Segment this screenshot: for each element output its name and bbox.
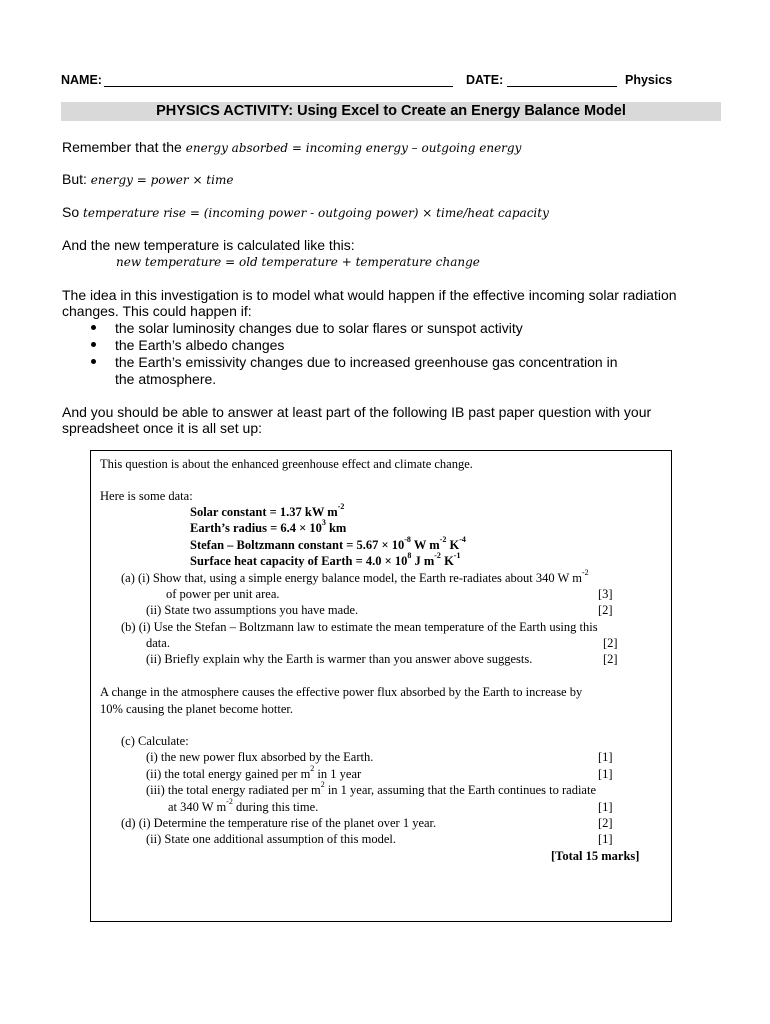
new-temp-formula: new temperature = old temperature + temperature change (116, 255, 480, 269)
remember-prefix: Remember that the (62, 139, 186, 155)
investigation-line-1: The idea in this investigation is to model what would happen if the effective incoming solar radiation (62, 287, 677, 303)
change-line-1: A change in the atmosphere causes the effective power flux absorbed by the Earth to increase by (100, 685, 583, 699)
question-d-i: (d) (i) Determine the temperature rise of the planet over 1 year. (121, 816, 437, 830)
question-c-iii-line-2: at 340 W $m^{-2}$ during this time. (168, 797, 319, 814)
change-line-2: 10% causing the planet become hotter. (100, 702, 293, 716)
so-formula: temperature rise = (incoming power - outgoing power) × time/heat capacity (83, 206, 549, 220)
remember-line (62, 139, 521, 155)
so-prefix: So (62, 204, 84, 220)
question-c-ii: (ii) the total energy gained per $m^2$ in 1 year (146, 764, 362, 781)
answer-line-1: And you should be able to answer at least part of the following IB past paper question with your (62, 404, 652, 420)
question-c-ii-marks: [1] (598, 767, 613, 781)
question-a-ii: (ii) State two assumptions you have made. (146, 603, 359, 617)
question-a-i-marks: [3] (598, 587, 613, 601)
name-field[interactable] (104, 86, 453, 87)
question-b-i-marks: [2] (603, 636, 618, 650)
bullet-icon (91, 342, 96, 347)
bullet-item-emissivity-cont: the atmosphere. (115, 371, 217, 387)
so-line (62, 204, 549, 220)
question-b-ii: (ii) Briefly explain why the Earth is warmer than you answer above suggests. (146, 652, 533, 666)
question-a-i-line-1: (a) (i) Show that, using a simple energy balance model, the Earth re-radiates about 340 W $m^{-2}$ (121, 568, 589, 585)
title-bar (61, 102, 721, 121)
data-stefan-boltzmann: Stefan – Boltzmann constant = $5.67 \times 10^{-8}$ W $m^{-2}$ $K^{-4}$ (190, 535, 466, 552)
total-marks: [Total 15 marks] (551, 849, 640, 863)
data-earth-radius: Earth’s radius = $6.4 \times 10^3$ km (190, 518, 347, 535)
but-formula: energy = power × time (90, 173, 234, 187)
question-c-iii-marks: [1] (598, 800, 613, 814)
question-intro: This question is about the enhanced greenhouse effect and climate change. (100, 457, 473, 471)
date-label: DATE: (466, 73, 504, 87)
data-label: Here is some data: (100, 489, 193, 503)
bullet-item-emissivity: the Earth’s emissivity changes due to increased greenhouse gas concentration in (115, 354, 618, 370)
bullet-icon (91, 325, 96, 330)
answer-line-2: spreadsheet once it is all set up: (62, 420, 263, 436)
but-prefix: But: (62, 171, 91, 187)
bullet-item-albedo: the Earth’s albedo changes (115, 337, 285, 353)
but-line (62, 171, 233, 187)
bullet-item-luminosity: the solar luminosity changes due to solar flares or sunspot activity (115, 320, 523, 336)
question-c-i-marks: [1] (598, 750, 613, 764)
question-b-i-line-2: data. (146, 636, 170, 650)
data-solar-constant: Solar constant = 1.37 kW $m^{-2}$ (190, 502, 345, 519)
question-c-i: (i) the new power flux absorbed by the Earth. (146, 750, 374, 764)
investigation-line-2: changes. This could happen if: (62, 303, 252, 319)
subject-label: Physics (625, 73, 673, 87)
page-title: PHYSICS ACTIVITY: Using Excel to Create an Energy Balance Model (156, 103, 626, 119)
remember-formula: energy absorbed = incoming energy – outgoing energy (185, 141, 522, 155)
question-d-ii-marks: [1] (598, 832, 613, 846)
name-label: NAME: (61, 73, 102, 87)
question-d-i-marks: [2] (598, 816, 613, 830)
question-b-i-line-1: (b) (i) Use the Stefan – Boltzmann law to estimate the mean temperature of the Earth using this (121, 620, 598, 634)
new-temp-text: And the new temperature is calculated like this: (62, 237, 355, 253)
date-field[interactable] (507, 86, 617, 87)
question-c-label: (c) Calculate: (121, 734, 189, 748)
question-a-i-line-2: of power per unit area. (166, 587, 280, 601)
bullet-icon (91, 359, 96, 364)
question-a-ii-marks: [2] (598, 603, 613, 617)
data-heat-capacity: Surface heat capacity of Earth = $4.0 \times 10^8$ J $m^{-2}$ $K^{-1}$ (190, 551, 461, 568)
question-c-iii-line-1: (iii) the total energy radiated per $m^2$ in 1 year, assuming that the Earth continues to radiate (146, 780, 596, 797)
question-d-ii: (ii) State one additional assumption of this model. (146, 832, 396, 846)
question-b-ii-marks: [2] (603, 652, 618, 666)
